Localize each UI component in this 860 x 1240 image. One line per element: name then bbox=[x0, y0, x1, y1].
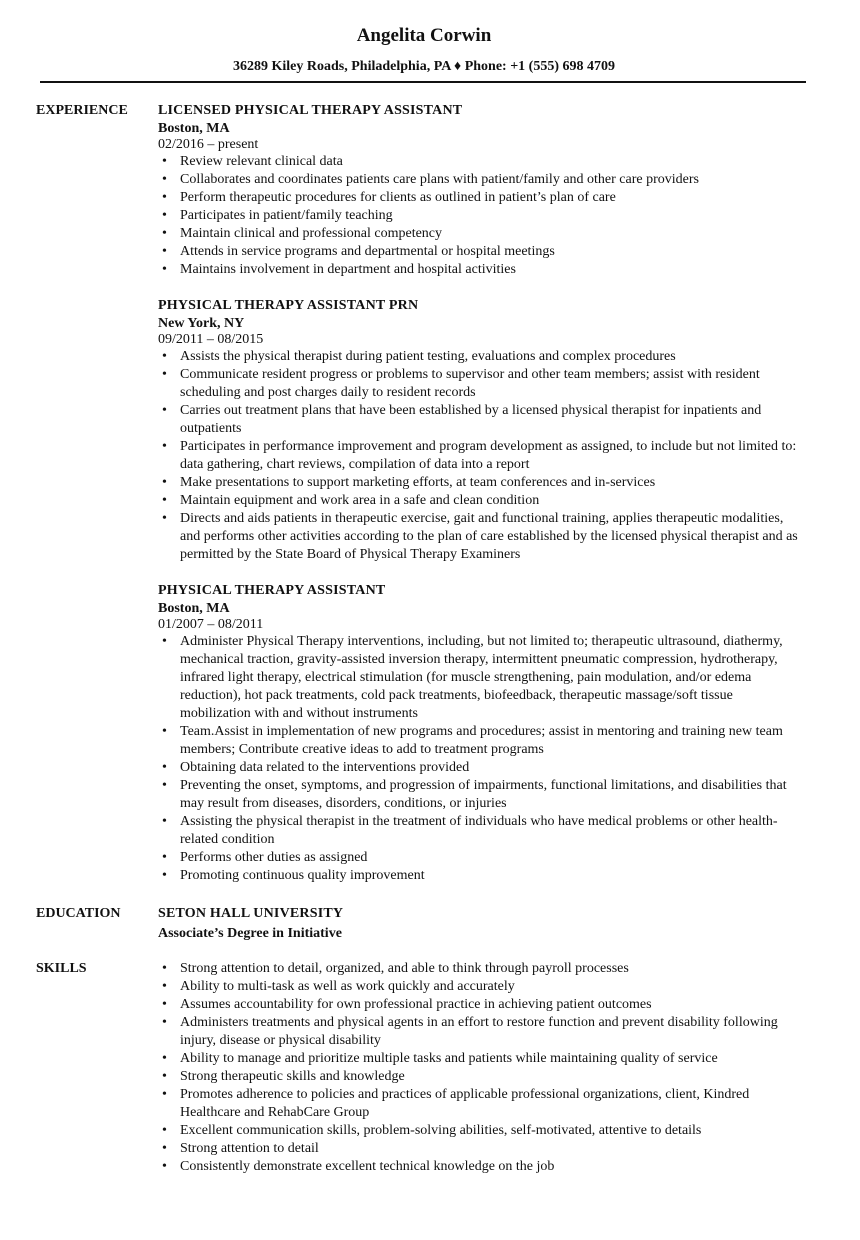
duty-item: • Preventing the onset, symptoms, and progression of impairments, functional limitations, and disabilities that may result from diseases, disorders, conditions, or injuries bbox=[180, 777, 806, 813]
duty-item: • Collaborates and coordinates patients care plans with patient/family and other care providers bbox=[180, 171, 806, 189]
skills-body bbox=[158, 960, 806, 1176]
job-title: LICENSED PHYSICAL THERAPY ASSISTANT bbox=[158, 103, 463, 118]
skill-item: • Assumes accountability for own professional practice in achieving patient outcomes bbox=[180, 996, 806, 1014]
duty-item: • Communicate resident progress or problems to supervisor and other team members; assist with resident scheduling and post charges daily to resident records bbox=[180, 366, 806, 402]
education-heading: EDUCATION bbox=[36, 906, 121, 921]
education-section bbox=[36, 905, 806, 943]
duty-item: • Maintain equipment and work area in a safe and clean condition bbox=[180, 492, 806, 510]
skill-item: • Promotes adherence to policies and practices of applicable professional organizations, client, Kindred Healthcare and RehabCare Group bbox=[180, 1086, 806, 1122]
job-location: Boston, MA bbox=[158, 601, 230, 616]
job-duties bbox=[158, 348, 806, 564]
education-body bbox=[158, 905, 806, 943]
job-location: New York, NY bbox=[158, 316, 245, 331]
education-school: SETON HALL UNIVERSITY bbox=[158, 906, 344, 921]
duty-item: • Promoting continuous quality improvement bbox=[180, 867, 806, 885]
skill-item: • Ability to multi-task as well as work quickly and accurately bbox=[180, 978, 806, 996]
skill-item: • Strong therapeutic skills and knowledge bbox=[180, 1068, 806, 1086]
duty-item: • Obtaining data related to the interventions provided bbox=[180, 759, 806, 777]
education-degree: Associate’s Degree in Initiative bbox=[158, 926, 342, 941]
job-entry bbox=[158, 102, 806, 279]
job-entry bbox=[158, 297, 806, 564]
job-location: Boston, MA bbox=[158, 121, 230, 136]
skill-item: • Strong attention to detail bbox=[180, 1140, 806, 1158]
job-entry bbox=[158, 582, 806, 885]
skills-list bbox=[158, 960, 806, 1176]
skill-item: • Excellent communication skills, problem-solving abilities, self-motivated, attentive to details bbox=[180, 1122, 806, 1140]
job-dates: 09/2011 – 08/2015 bbox=[158, 332, 264, 347]
skill-item: • Strong attention to detail, organized, and able to think through payroll processes bbox=[180, 960, 806, 978]
job-title: PHYSICAL THERAPY ASSISTANT PRN bbox=[158, 298, 419, 313]
duty-item: • Make presentations to support marketing efforts, at team conferences and in-services bbox=[180, 474, 806, 492]
duty-item: • Perform therapeutic procedures for clients as outlined in patient’s plan of care bbox=[180, 189, 806, 207]
duty-item: • Administer Physical Therapy interventions, including, but not limited to; therapeutic ultrasound, diathermy, mechanical traction, gravity-assisted inversion therapy, intermittent pneumatic compression, hydrotherapy, infrared light therapy, electrical stimulation (for muscle strengthening, pain modulation, and/or edema reduction), hot pack treatments, cold pack treatments, biofeedback, therapeutic massage/soft tissue mobilization with and without instruments bbox=[180, 633, 806, 723]
experience-heading: EXPERIENCE bbox=[36, 103, 128, 118]
duty-item: • Team.Assist in implementation of new programs and procedures; assist in mentoring and training new team members; Contribute creative ideas to add to treatment programs bbox=[180, 723, 806, 759]
duty-item: • Maintains involvement in department and hospital activities bbox=[180, 261, 806, 279]
header-divider bbox=[40, 81, 806, 83]
duty-item: • Assists the physical therapist during patient testing, evaluations and complex procedures bbox=[180, 348, 806, 366]
duty-item: • Review relevant clinical data bbox=[180, 153, 806, 171]
skills-section bbox=[36, 960, 806, 1176]
duty-item: • Assisting the physical therapist in the treatment of individuals who have medical problems or other health-related condition bbox=[180, 813, 806, 849]
duty-item: • Participates in patient/family teaching bbox=[180, 207, 806, 225]
job-dates: 01/2007 – 08/2011 bbox=[158, 617, 264, 632]
skill-item: • Ability to manage and prioritize multiple tasks and patients while maintaining quality of service bbox=[180, 1050, 806, 1068]
skills-heading: SKILLS bbox=[36, 961, 87, 976]
skill-item: • Consistently demonstrate excellent technical knowledge on the job bbox=[180, 1158, 806, 1176]
job-duties bbox=[158, 153, 806, 279]
skill-item: • Administers treatments and physical agents in an effort to restore function and prevent disability following injury, disease or physical disability bbox=[180, 1014, 806, 1050]
duty-item: • Attends in service programs and departmental or hospital meetings bbox=[180, 243, 806, 261]
candidate-name: Angelita Corwin bbox=[356, 25, 492, 46]
duty-item: • Directs and aids patients in therapeutic exercise, gait and functional training, applies therapeutic modalities, and performs other activities according to the plan of care established by the licensed physical therapist and as permitted by the State Board of Physical Therapy Examiners bbox=[180, 510, 806, 564]
duty-item: • Participates in performance improvement and program development as assigned, to include but not limited to: data gathering, chart reviews, compilation of data into a report bbox=[180, 438, 806, 474]
job-duties bbox=[158, 633, 806, 885]
duty-item: • Carries out treatment plans that have been established by a licensed physical therapist for inpatients and outpatients bbox=[180, 402, 806, 438]
contact-line: 36289 Kiley Roads, Philadelphia, PA ♦ Phone: +1 (555) 698 4709 bbox=[233, 59, 615, 74]
duty-item: • Maintain clinical and professional competency bbox=[180, 225, 806, 243]
job-title: PHYSICAL THERAPY ASSISTANT bbox=[158, 583, 386, 598]
experience-section bbox=[36, 102, 806, 885]
duty-item: • Performs other duties as assigned bbox=[180, 849, 806, 867]
experience-list bbox=[158, 102, 806, 885]
job-dates: 02/2016 – present bbox=[158, 137, 259, 152]
